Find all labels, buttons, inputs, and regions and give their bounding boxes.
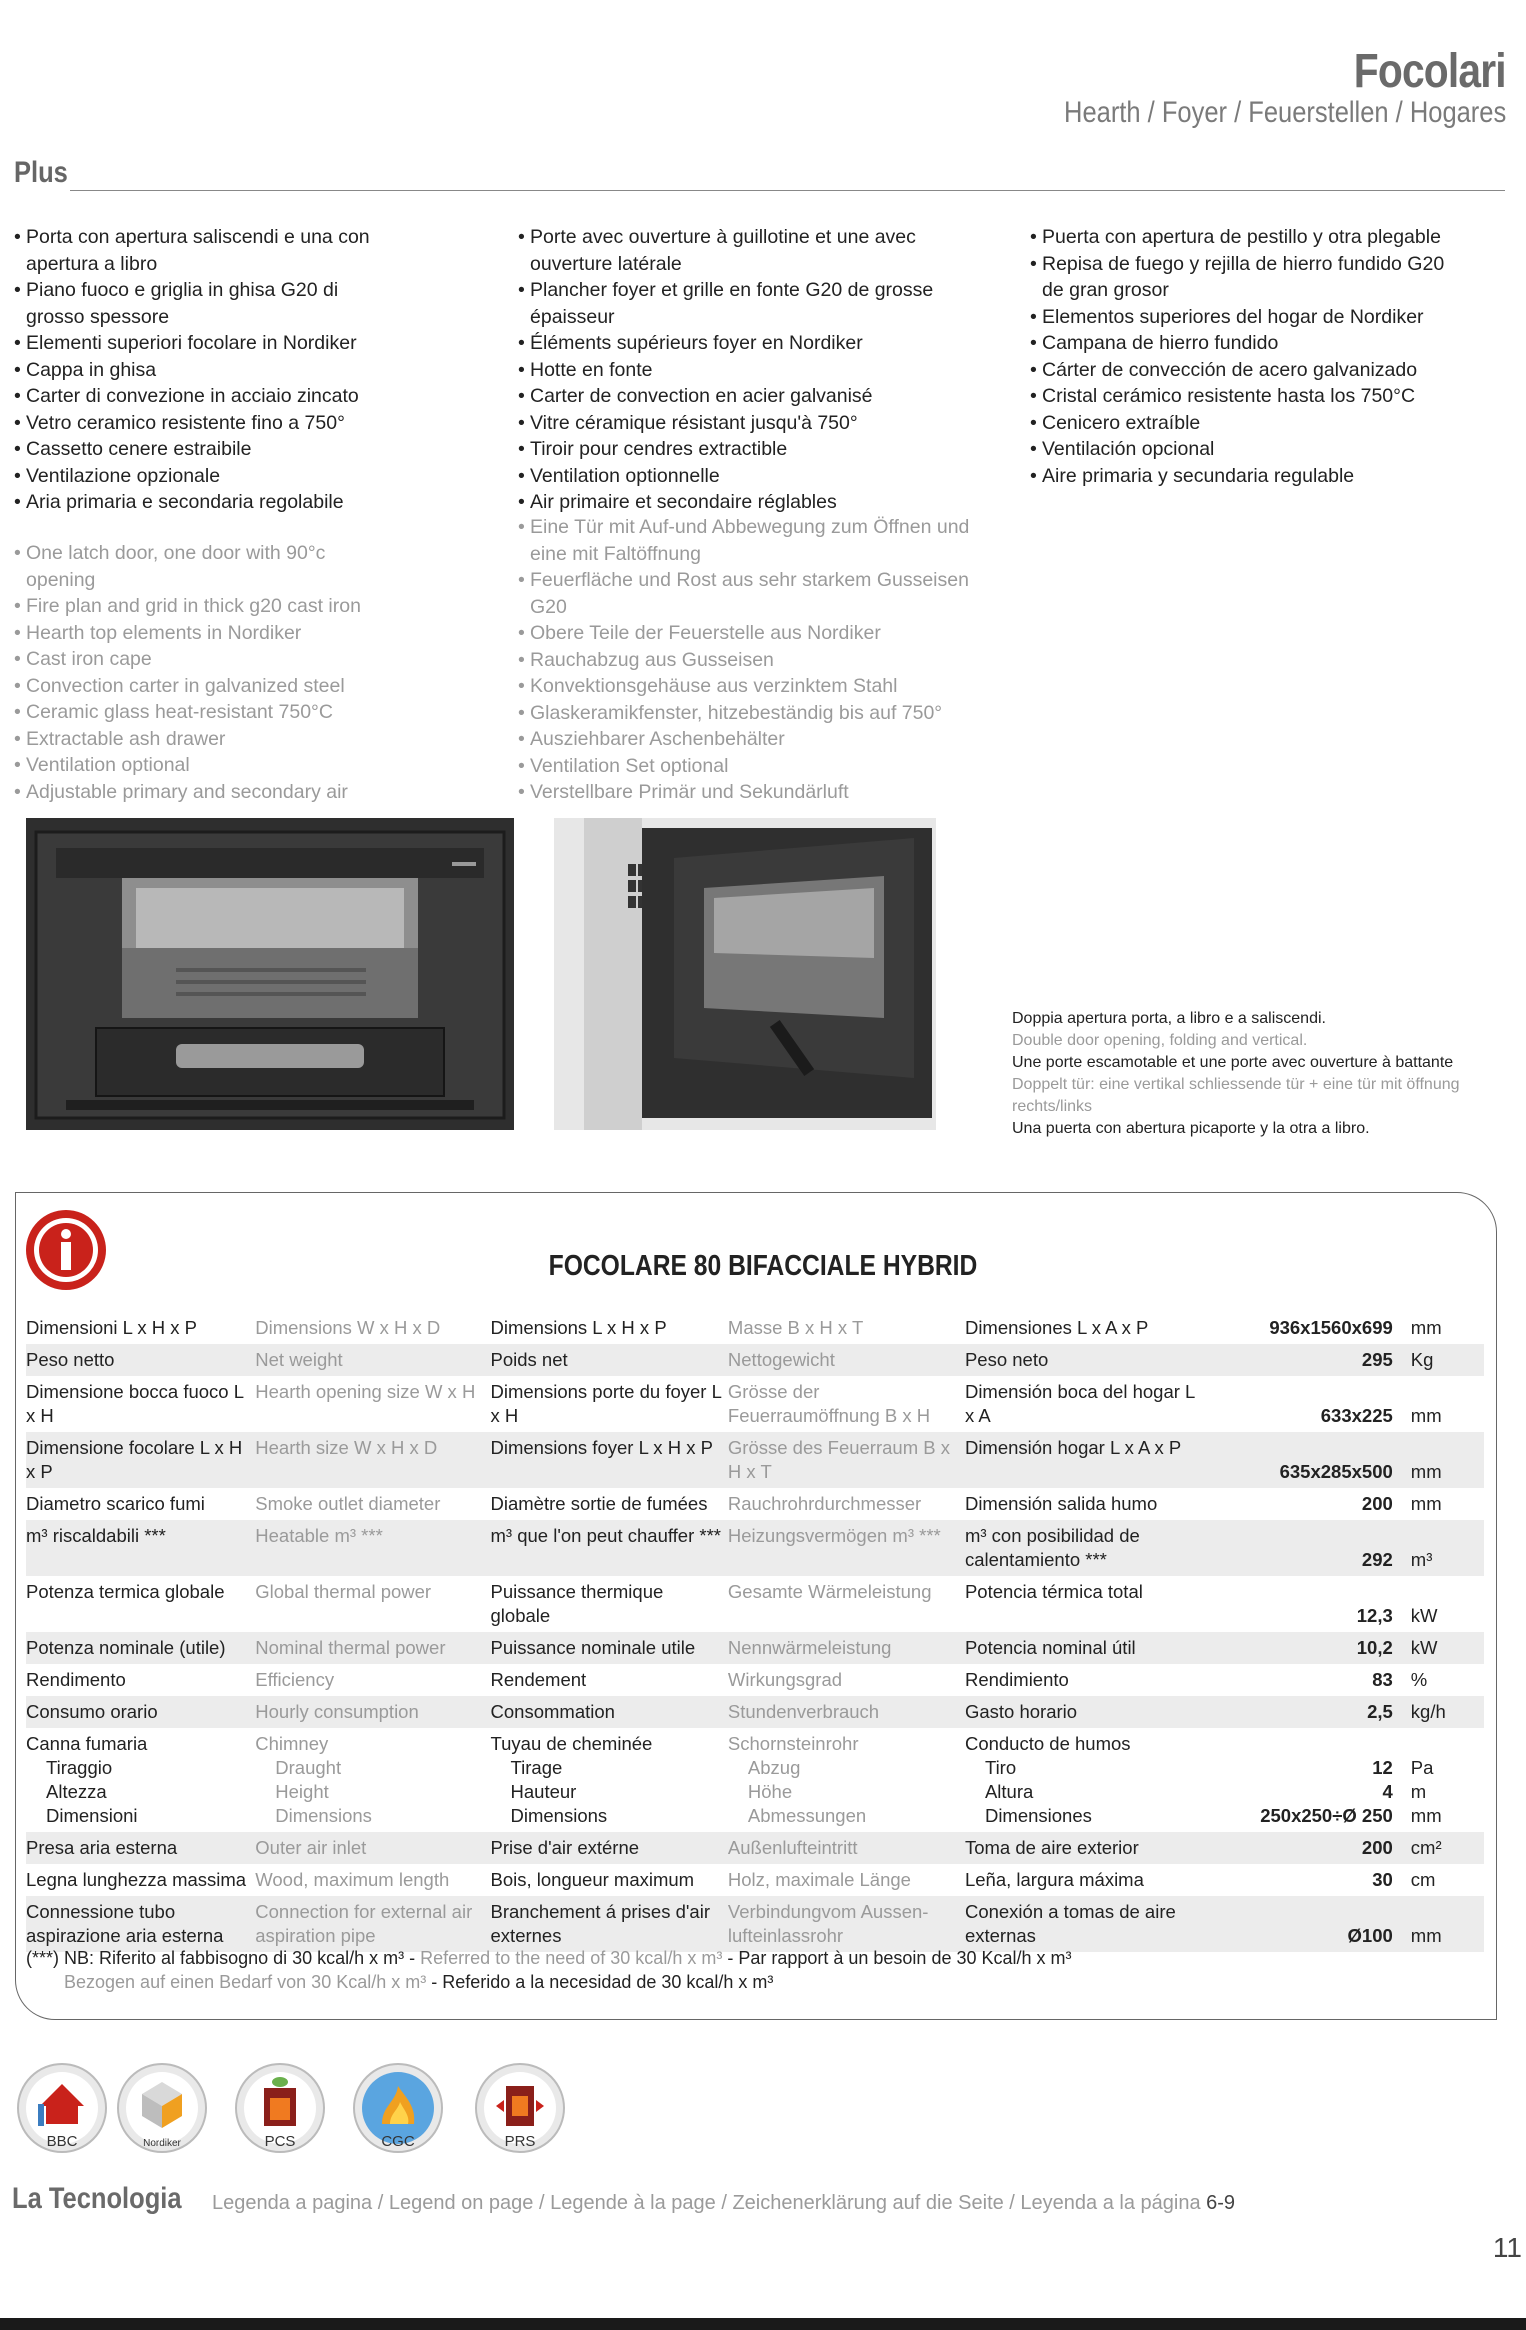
footnote-es: - Referido a la necesidad de 30 kcal/h x m³ [426,1972,774,1992]
feature-item: • Cárter de convección de acero galvanizado [1030,357,1470,384]
feature-item: • Ventilazione opzionale [14,463,374,490]
spec-cell-es: m³ con posibilidad de calentamiento *** [965,1520,1204,1576]
caption-en: Double door opening, folding and vertical. [1012,1032,1308,1049]
feature-item: • Air primaire et secondaire réglables [518,489,998,516]
feature-item: • Ventilation optional [14,752,394,779]
spec-cell-es: Potencia nominal útil [965,1632,1204,1664]
chimney-sub-label: Dimensions [275,1805,372,1826]
spec-cell-val: 83 [1372,1669,1393,1690]
chimney-sub-label: Dimensions [510,1805,608,1826]
spec-row [26,1376,1484,1432]
spec-cell-it: Potenza termica globale [26,1581,225,1602]
spec-cell-en: Dimensions W x H x D [255,1317,441,1338]
technology-heading: La Tecnologia [12,2182,182,2215]
spec-cell-de: Masse B x H x T [727,1317,864,1338]
spec-cell-en: Wood, maximum length [255,1869,450,1890]
spec-cell-de: Wirkungsgrad [727,1669,843,1690]
footnote-de: Bezogen auf einen Bedarf von 30 Kcal/h x m³ [64,1972,427,1992]
spec-cell-val: 200 [1361,1493,1393,1514]
chimney-sub-unit: m [1410,1781,1427,1802]
spec-cell-en: Heatable m³ *** [255,1520,490,1576]
chimney-heading: Conducto de humos [964,1733,1131,1754]
spec-cell-fr: Dimensions L x H x P [490,1317,667,1338]
spec-cell-es: Potencia térmica total [964,1581,1143,1602]
spec-cell-de: Stundenverbrauch [728,1696,965,1728]
spec-row [26,1432,1484,1488]
spec-row [26,1864,1484,1896]
spec-cell-unit: mm [1410,1493,1442,1514]
chimney-sub-label: Altura [984,1781,1034,1802]
spec-cell-unit [1397,1728,1484,1832]
chimney-heading: Schornsteinrohr [727,1733,859,1754]
spec-cell-en: Connection for external air aspiration pipe [255,1896,490,1952]
bottom-edge [0,2318,1526,2330]
spec-cell-es: Peso neto [965,1344,1204,1376]
spec-cell-es: Dimensión hogar L x A x P [965,1432,1204,1488]
spec-cell-it: Dimensione focolare L x H x P [26,1432,255,1488]
feature-item: • Ventilation optionnelle [518,463,998,490]
feature-item: • Porta con apertura saliscendi e una con apertura a libro [14,224,374,277]
spec-cell-unit: kW [1410,1605,1438,1626]
spec-cell-es: Dimensiones L x A x P [964,1317,1149,1338]
chimney-sub-label: Abzug [747,1757,801,1778]
spec-cell-en: Efficiency [255,1669,335,1690]
feature-item: • Eine Tür mit Auf-und Abbewegung zum Öffnen und eine mit Faltöffnung [518,514,1008,567]
tech-label: CGC [381,2133,415,2150]
spec-cell-en: Hearth size W x H x D [255,1432,490,1488]
hearth-front-photo [26,818,514,1130]
legend-text: Legenda a pagina / Legend on page / Legende à la page / Zeichenerklärung auf die Seite / Leyenda a la página [212,2192,1207,2214]
plus-heading: Plus [14,156,68,189]
tech-label: BBC [46,2133,78,2150]
chimney-sub-unit: mm [1410,1805,1442,1826]
spec-row [26,1488,1484,1520]
spec-cell-es: Dimensión boca del hogar L x A [964,1381,1195,1426]
spec-cell-de: Gesamte Wärmeleistung [727,1581,932,1602]
info-icon [24,1208,108,1292]
spec-row [26,1664,1484,1696]
spec-cell-unit: kg/h [1397,1696,1484,1728]
feature-item: • Vitre céramique résistant jusqu'à 750° [518,410,998,437]
feature-item: • Plancher foyer et grille en fonte G20 de grosse épaisseur [518,277,998,330]
spec-cell-fr: Dimensions porte du foyer L x H [490,1381,722,1426]
chimney-sub-value: 250x250÷Ø 250 [1260,1805,1393,1826]
spec-cell-it: Diametro scarico fumi [26,1493,205,1514]
spec-cell-en: Smoke outlet diameter [255,1493,441,1514]
spec-cell-fr: Poids net [491,1344,728,1376]
feature-item: • Cappa in ghisa [14,357,374,384]
feature-item: • Carter de convection en acier galvanisé [518,383,998,410]
spec-cell-val: 292 [1204,1520,1396,1576]
spec-cell-fr: Prise d'air extérne [491,1832,728,1864]
feature-item: • Verstellbare Primär und Sekundärluft [518,779,1008,806]
spec-cell-it [26,1728,255,1832]
spec-cell-fr: Dimensions foyer L x H x P [491,1432,728,1488]
spec-cell-de: Nettogewicht [728,1344,965,1376]
spec-row [26,1896,1484,1952]
tech-label: PCS [264,2133,296,2150]
page-title: Focolari [1354,45,1506,98]
spec-cell-en: Net weight [255,1344,490,1376]
cgc-icon [352,2062,444,2154]
legend-note [212,2192,1235,2215]
chimney-sub-unit: Pa [1410,1757,1434,1778]
spec-cell-val: 10,2 [1204,1632,1396,1664]
spec-cell-unit: mm [1397,1896,1484,1952]
spec-cell-val: 200 [1204,1832,1396,1864]
chimney-sub-label: Höhe [747,1781,793,1802]
feature-item: • Puerta con apertura de pestillo y otra plegable [1030,224,1470,251]
chimney-sub-label: Tirage [510,1757,563,1778]
spec-cell-unit: mm [1410,1317,1442,1338]
chimney-sub-value: 4 [1382,1781,1393,1802]
spec-cell-val: 295 [1204,1344,1396,1376]
chimney-sub-label: Tiro [984,1757,1017,1778]
feature-item: • Ventilación opcional [1030,436,1470,463]
spec-cell-val: 12,3 [1356,1605,1393,1626]
feature-item: • Elementos superiores del hogar de Nordiker [1030,304,1470,331]
spec-table [26,1312,1484,1952]
pcs-icon [234,2062,326,2154]
spec-cell-de: Außenlufteintritt [728,1832,965,1864]
spec-cell-it: Dimensioni L x H x P [26,1317,198,1338]
spec-cell-de [728,1728,965,1832]
feature-item: • Aria primaria e secondaria regolabile [14,489,374,516]
features-german [518,514,1008,806]
page-number: 11 [1492,2232,1522,2263]
spec-row [26,1696,1484,1728]
chimney-heading: Canna fumaria [26,1733,148,1754]
spec-cell-es [965,1728,1204,1832]
feature-item: • Cristal cerámico resistente hasta los 750°C [1030,383,1470,410]
spec-cell-it: Consumo orario [26,1696,255,1728]
tech-label: Nordiker [143,2138,181,2149]
features-italian [14,224,374,516]
spec-cell-unit: cm² [1397,1832,1484,1864]
spec-cell-fr: Diamètre sortie de fumées [490,1493,708,1514]
feature-item: • Aire primaria y secundaria regulable [1030,463,1470,490]
caption-fr: Une porte escamotable et une porte avec ouverture à battante [1012,1054,1454,1071]
spec-cell-fr: Bois, longueur maximum [490,1869,695,1890]
spec-cell-fr: Puissance thermique globale [490,1581,664,1626]
feature-item: • Vetro ceramico resistente fino a 750° [14,410,374,437]
spec-cell-it: Peso netto [26,1344,255,1376]
feature-item: • Rauchabzug aus Gusseisen [518,647,1008,674]
feature-item: • Convection carter in galvanized steel [14,673,394,700]
feature-item: • Adjustable primary and secondary air [14,779,394,806]
spec-cell-en: Hearth opening size W x H [255,1381,476,1402]
tech-label: PRS [504,2133,536,2150]
hearth-door-photo [554,818,936,1130]
spec-cell-unit: mm [1410,1405,1442,1426]
feature-item: • Elementi superiori focolare in Nordiker [14,330,374,357]
spec-cell-val: Ø100 [1204,1896,1396,1952]
spec-cell-es: Rendimiento [964,1669,1069,1690]
spec-row [26,1832,1484,1864]
feature-item: • Cast iron cape [14,646,394,673]
features-english [14,540,394,805]
chimney-sub-value: 12 [1372,1757,1393,1778]
spec-cell-it: Legna lunghezza massima [26,1869,247,1890]
spec-cell-es: Dimensión salida humo [964,1493,1158,1514]
spec-cell-es: Gasto horario [965,1696,1204,1728]
spec-cell-de: Heizungsvermögen m³ *** [728,1520,965,1576]
caption-de: Doppelt tür: eine vertikal schliessende tür + eine tür mit öffnung rechts/links [1012,1076,1460,1115]
chimney-sub-label: Tiraggio [46,1757,113,1778]
feature-item: • Ceramic glass heat-resistant 750°C [14,699,394,726]
spec-cell-fr: Puissance nominale utile [491,1632,728,1664]
photo-caption [1012,1008,1482,1140]
spec-cell-es: Leña, largura máxima [964,1869,1144,1890]
chimney-sub-label: Altezza [46,1781,107,1802]
spec-title: FOCOLARE 80 BIFACCIALE HYBRID [548,1250,978,1282]
features-french [518,224,998,516]
feature-item: • Campana de hierro fundido [1030,330,1470,357]
chimney-heading: Chimney [255,1733,329,1754]
feature-item: • Feuerfläche und Rost aus sehr starkem Gusseisen G20 [518,567,1008,620]
spec-cell-val: 30 [1372,1869,1393,1890]
feature-item: • Cenicero extraíble [1030,410,1470,437]
spec-cell-de: Nennwärmeleistung [728,1632,965,1664]
spec-row [26,1632,1484,1664]
feature-item: • Extractable ash drawer [14,726,394,753]
spec-cell-fr: Consommation [491,1696,728,1728]
feature-item: • Tiroir pour cendres extractible [518,436,998,463]
spec-cell-en: Global thermal power [255,1581,432,1602]
spec-cell-en: Nominal thermal power [255,1632,490,1664]
spec-cell-fr [491,1728,728,1832]
spec-cell-val [1204,1728,1396,1832]
spec-cell-de: Rauchrohrdurchmesser [727,1493,922,1514]
spec-cell-es: Toma de aire exterior [965,1832,1204,1864]
chimney-sub-label: Abmessungen [747,1805,867,1826]
spec-cell-unit: m³ [1397,1520,1484,1576]
spec-cell-val: 2,5 [1204,1696,1396,1728]
spec-cell-it: m³ riscaldabili *** [26,1520,255,1576]
chimney-sub-label: Height [275,1781,329,1802]
spec-cell-it: Connessione tubo aspirazione aria esterna [26,1896,255,1952]
feature-item: • Ventilation Set optional [518,753,1008,780]
spec-cell-unit: mm [1397,1432,1484,1488]
spec-cell-en: Outer air inlet [255,1832,490,1864]
spec-footnote [26,1946,1072,1994]
feature-item: • Hotte en fonte [518,357,998,384]
spec-cell-en [255,1728,490,1832]
footnote-it: (***) NB: Riferito al fabbisogno di 30 kcal/h x m³ - [26,1948,421,1968]
chimney-sub-label: Hauteur [510,1781,577,1802]
legend-pages: 6-9 [1206,2192,1236,2214]
bbc-icon [16,2062,108,2154]
feature-item: • Piano fuoco e griglia in ghisa G20 di grosso spessore [14,277,374,330]
spec-cell-it: Potenza nominale (utile) [26,1632,255,1664]
spec-cell-de: Holz, maximale Länge [727,1869,911,1890]
feature-item: • Éléments supérieurs foyer en Nordiker [518,330,998,357]
chimney-sub-label: Draught [275,1757,342,1778]
spec-cell-it: Rendimento [26,1669,126,1690]
chimney-sub-label: Dimensioni [46,1805,138,1826]
feature-item: • Cassetto cenere estraibile [14,436,374,463]
footnote-fr: - Par rapport à un besoin de 30 Kcal/h x m³ [722,1948,1072,1968]
spec-cell-unit: % [1410,1669,1428,1690]
spec-cell-fr: Branchement á prises d'air externes [491,1896,728,1952]
spec-cell-de: Grösse des Feuerraum B x H x T [728,1432,965,1488]
spec-cell-it: Presa aria esterna [26,1832,255,1864]
caption-it: Doppia apertura porta, a libro e a saliscendi. [1012,1010,1326,1027]
feature-item: • Obere Teile der Feuerstelle aus Nordiker [518,620,1008,647]
feature-item: • Ausziehbarer Aschenbehälter [518,726,1008,753]
feature-item: • Konvektionsgehäuse aus verzinktem Stahl [518,673,1008,700]
spec-cell-unit: Kg [1397,1344,1484,1376]
spec-row [26,1312,1484,1344]
spec-cell-es: Conexión a tomas de aire externas [965,1896,1204,1952]
spec-row-chimney [26,1728,1484,1832]
spec-cell-it: Dimensione bocca fuoco L x H [26,1381,244,1426]
caption-es: Una puerta con abertura picaporte y la otra a libro. [1012,1120,1370,1137]
chimney-heading: Tuyau de cheminée [490,1733,653,1754]
spec-cell-fr: Rendement [490,1669,587,1690]
spec-cell-val: 936x1560x699 [1269,1317,1393,1338]
feature-item: • Carter di convezione in acciaio zincato [14,383,374,410]
spec-row [26,1576,1484,1632]
footnote-en: Referred to the need of 30 kcal/h x m³ [420,1948,723,1968]
chimney-sub-label: Dimensiones [984,1805,1092,1826]
feature-item: • One latch door, one door with 90°c opening [14,540,394,593]
plus-divider [70,190,1505,191]
prs-icon [474,2062,566,2154]
spec-cell-val: 633x225 [1320,1405,1393,1426]
spec-cell-fr: m³ que l'on peut chauffer *** [491,1520,728,1576]
feature-item: • Repisa de fuego y rejilla de hierro fundido G20 de gran grosor [1030,251,1470,304]
feature-item: • Glaskeramikfenster, hitzebeständig bis auf 750° [518,700,1008,727]
features-spanish [1030,224,1470,489]
feature-item: • Porte avec ouverture à guillotine et une avec ouverture latérale [518,224,998,277]
spec-cell-de: Verbindungvom Aussen-lufteinlassrohr [728,1896,965,1952]
page-subtitle: Hearth / Foyer / Feuerstellen / Hogares [1063,96,1506,129]
spec-row [26,1344,1484,1376]
spec-cell-unit: kW [1397,1632,1484,1664]
feature-item: • Fire plan and grid in thick g20 cast iron [14,593,394,620]
spec-cell-val: 635x285x500 [1204,1432,1396,1488]
spec-cell-unit: cm [1410,1869,1436,1890]
spec-cell-en: Hourly consumption [255,1696,490,1728]
nordiker-icon [116,2062,208,2154]
spec-row [26,1520,1484,1576]
spec-cell-de: Grösse der Feuerraumöffnung B x H [727,1381,931,1426]
feature-item: • Hearth top elements in Nordiker [14,620,394,647]
